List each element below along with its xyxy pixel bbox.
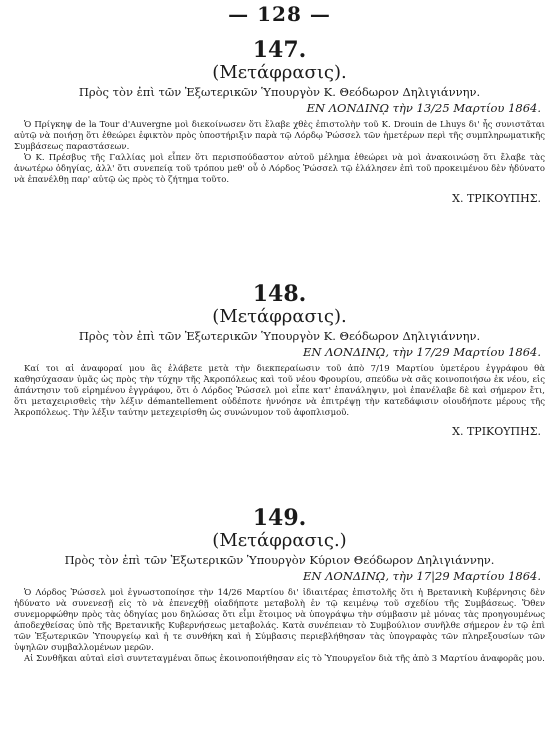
place-date-line: ΕΝ ΛΟΝΔΙΝῼ, τὴν 17|29 Μαρτίου 1864. [302, 569, 541, 583]
translation-heading: (Μετάφρασις). [212, 62, 347, 83]
paragraph: Καί τοι αἱ ἀναφοραί μου ἃς ἐλάβετε μετὰ τὴν διεκπεραίωσιν τοῦ ἀπὸ 7/19 Μαρτίου ὑμετέρου ἐγγράφου θὰ καθησύχασαν ὑμᾶς ὡς πρὸς τὴν τύχην τῆς Ἀκροπόλεως καὶ τοῦ νέου Φρουρίου, σπεύδω νὰ σᾶς κοινοποιήσω ἐκ νέου, εἰς ἀπάντησιν τοῦ εἰρημένου ἐγγράφου, ὅτι ὁ Λόρδος Ῥώσσελ μοὶ εἶπε κατ' ἐπανάληψιν, μοὶ ἐπανέλαβε δὲ καὶ σήμερον ἔτι, ὅτι μεταχειρισθεὶς τὴν λέξιν démantellement οὐδέποτε ἠννόησε νὰ ἐπιτρέψῃ τὴν κατεδάφισιν οἱουδήποτε μέρους τῆς Ἀκροπόλεως. Τὴν λέξιν ταύτην μετεχειρίσθη ὡς συνώνυμον τοῦ ἀφοπλισμοῦ. [14, 364, 545, 418]
document-number: 148. [252, 281, 307, 307]
letter-body [14, 588, 545, 665]
letter-body [14, 364, 545, 419]
signature: Χ. ΤΡΙΚΟΥΠΗΣ. [452, 425, 541, 438]
document-149 [0, 506, 559, 665]
addressee-line: Πρὸς τὸν ἐπὶ τῶν Ἐξωτερικῶν Ὑπουργὸν Κ. Θεόδωρον Δηλιγιάννην. [78, 329, 481, 343]
document-number: 149. [252, 505, 307, 531]
signature: Χ. ΤΡΙΚΟΥΠΗΣ. [452, 192, 541, 205]
paragraph: Ὁ Πρίγκηψ de la Tour d'Auvergne μοὶ διεκοίνωσεν ὅτι ἔλαβε χθὲς ἐπιστολὴν τοῦ Κ. Drouin de Lhuys δι' ἧς συνιστᾶται αὐτῷ νὰ ποιήσῃ ὅτι ἐθεώρει ἐφικτὸν πρὸς ὑποστήριξιν παρὰ τῷ Λόρδῳ Ῥώσσελ τῶν ἡμετέρων περὶ τῆς συμπληρωματικῆς Συμβάσεως παραστάσεων. [14, 120, 545, 152]
paragraph: Ὁ Κ. Πρέσβυς τῆς Γαλλίας μοὶ εἶπεν ὅτι περισπούδαστον αὐτοῦ μέλημα ἐθεώρει νὰ μοὶ ἀνακοινώσῃ ὅτι ἔλαβε τὰς ἀνωτέρω ὁδηγίας, ἀλλ' ὅτι συνεπείᾳ τοῦ τρόπου μεθ' οὗ ὁ Λόρδος Ῥώσσελ τῷ ἐλάλησεν ἐπὶ τοῦ προκειμένου δὲν ἠδύνατο νὰ ἐπανέλθῃ παρ' αὐτῷ ὡς πρὸς τὸ ζήτημα τοῦτο. [14, 153, 545, 185]
translation-heading: (Μετάφρασις.) [212, 530, 347, 551]
document-148 [0, 282, 559, 439]
document-147 [0, 38, 559, 206]
place-date-line: ΕΝ ΛΟΝΔΙΝῼ, τὴν 17/29 Μαρτίου 1864. [302, 345, 541, 359]
addressee-line: Πρὸς τὸν ἐπὶ τῶν Ἐξωτερικῶν Ὑπουργὸν Κύριον Θεόδωρον Δηλιγιάννην. [64, 553, 495, 567]
paragraph: Ὁ Λόρδος Ῥώσσελ μοὶ ἐγνωστοποίησε τὴν 14/26 Μαρτίου δι' ἰδιαιτέρας ἐπιστολῆς ὅτι ἡ Βρετανικὴ Κυβέρνησις δὲν ἠδύνατο νὰ συνενεσῇ εἰς τὸ νὰ ἐπενεχθῇ οἱαδήποτε μεταβολὴ ἐν τῷ κειμένῳ τοῦ σχεδίου τῆς Συμβάσεως. Ὅθεν συνεμορφώθην πρὸς τὰς ὁδηγίας μου δηλώσας ὅτι εἶμι ἕτοιμος νὰ ὑπογράψω τὴν σύμβασιν μὲ μόνας τὰς προηγουμένως ἀποδεχθείσας ὑπὸ τῆς Βρετανικῆς Κυβερνήσεως μεταβολάς. Κατὰ συνέπειαν τὸ Συμβούλιον συνῆλθε σήμερον ἐν τῷ ἐπὶ τῶν Ἐξωτερικῶν Ὑπουργείῳ καὶ ἡ τε συνθήκη καὶ ἡ Σύμβασις περιεβλήθησαν τὰς ὑπογραφὰς τῶν πληρεξουσίων τῶν ὑψηλῶν συμβαλλομένων μερῶν. [14, 588, 545, 653]
paragraph: Αἱ Συνθῆκαι αὐταὶ εἰσὶ συντεταγμέναι ὅπως ἐκοινοποιήθησαν εἰς τὸ Ὑπουργεῖον διὰ τῆς ἀπὸ 3 Μαρτίου ἀναφορᾶς μου. [24, 654, 545, 664]
page-number: — 128 — [228, 2, 331, 26]
place-date-line: ΕΝ ΛΟΝΔΙΝῼ τὴν 13/25 Μαρτίου 1864. [306, 101, 541, 115]
addressee-line: Πρὸς τὸν ἐπὶ τῶν Ἐξωτερικῶν Ὑπουργὸν Κ. Θεόδωρον Δηλιγιάννην. [78, 85, 481, 99]
translation-heading: (Μετάφρασις). [212, 306, 347, 327]
letter-body [14, 120, 545, 186]
document-number: 147. [252, 37, 307, 63]
